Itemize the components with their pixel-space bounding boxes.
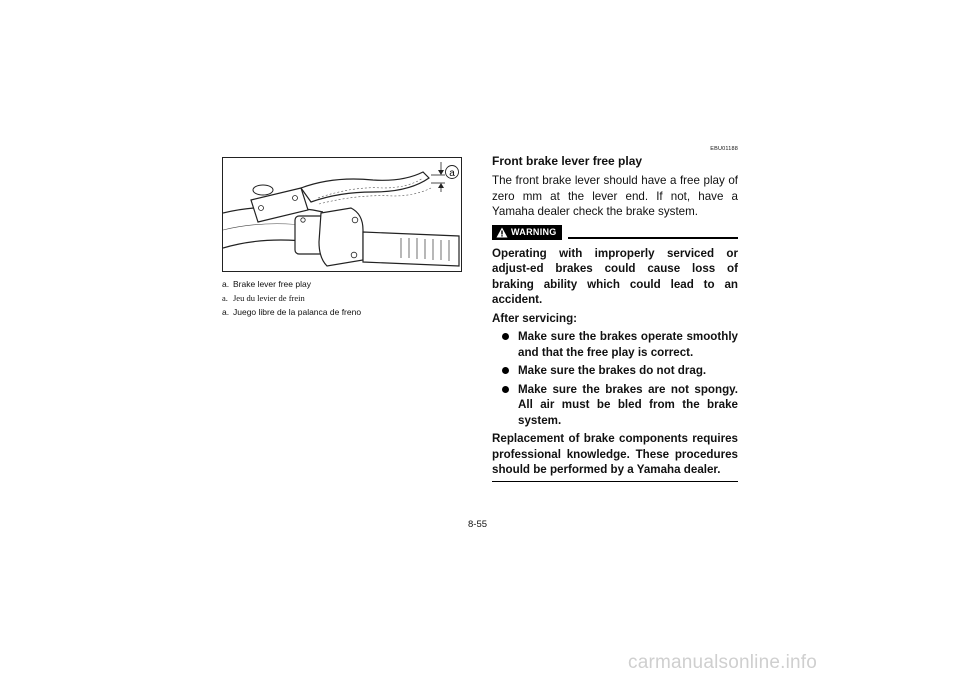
section-intro: The front brake lever should have a free play of zero mm at the lever end. If not, have a Yamaha dealer check the brake system. [492, 174, 738, 218]
warning-body: Operating with improperly serviced or adjust-ed brakes could cause loss of braking ability which could lead to an accident. [492, 246, 738, 306]
warning-rule [568, 237, 738, 239]
list-item: Make sure the brakes operate smoothly and that the free play is correct. [492, 329, 738, 360]
caption-fr: a. Jeu du levier de frein [222, 293, 305, 303]
callout-letter: a [449, 168, 455, 179]
page-number: 8-55 [468, 519, 488, 530]
list-item: Make sure the brakes are not spongy. All air must be bled from the brake system. [492, 382, 738, 429]
watermark: carmanualsonline.info [628, 652, 818, 673]
warning-end-rule [492, 481, 738, 483]
warning-closing: Replacement of brake components requires professional knowledge. These procedures should be performed by a Yamaha dealer. [492, 432, 738, 476]
caption-es: a. Juego libre de la palanca de freno [222, 307, 362, 317]
warning-badge [492, 225, 562, 240]
brake-lever-section [492, 146, 738, 482]
warning-triangle-icon [496, 227, 508, 238]
after-servicing-label: After servicing: [492, 311, 578, 325]
servicing-checklist [492, 329, 738, 428]
warning-header [492, 225, 738, 240]
figure-captions [222, 278, 472, 320]
caption-en: a. Brake lever free play [222, 279, 311, 289]
brake-lever-illustration [222, 157, 462, 272]
section-title: Front brake lever free play [492, 154, 643, 168]
handlebar-drawing [223, 158, 462, 272]
section-code: EBU01188 [710, 146, 738, 152]
bullet-icon [492, 382, 518, 429]
list-item: Make sure the brakes do not drag. [492, 363, 738, 379]
bullet-icon [492, 363, 518, 379]
warning-label: WARNING [511, 227, 557, 237]
bullet-icon [492, 329, 518, 360]
